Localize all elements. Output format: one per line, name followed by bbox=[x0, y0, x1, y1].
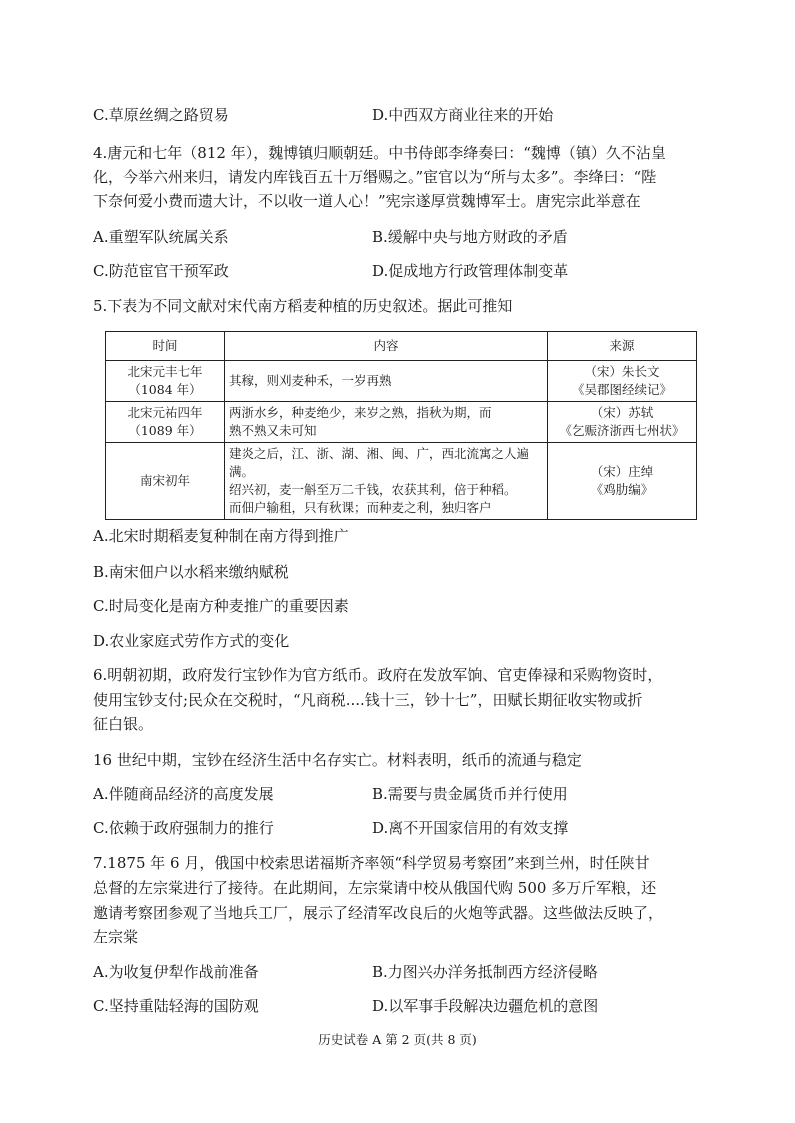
time-line: 北宋元祐四年 bbox=[127, 405, 203, 420]
table-header-row bbox=[106, 332, 697, 361]
content-line: 而佃户输租，只有秋课；而种麦之利，独归客户 bbox=[229, 500, 492, 515]
q7-stem-line-2: 总督的左宗棠进行了接待。在此期间，左宗棠请中校从俄国代购 500 多万斤军粮，还 bbox=[93, 879, 657, 897]
q5-option-a: A.北宋时期稻麦复种制在南方得到推广 bbox=[93, 527, 349, 545]
q5-option-d: D.农业家庭式劳作方式的变化 bbox=[93, 632, 290, 650]
content-line: 其稼，则刈麦种禾，一岁再熟 bbox=[229, 373, 392, 388]
q6-stem-line-2: 使用宝钞支付;民众在交税时，“凡商税....钱十三，钞十七”，田赋长期征收实物或折 bbox=[93, 691, 643, 709]
table-cell-time bbox=[106, 361, 225, 402]
q6-option-a: A.伴随商品经济的高度发展 bbox=[93, 785, 274, 803]
q4-option-a: A.重塑军队统属关系 bbox=[93, 228, 229, 246]
q5-option-c: C.时局变化是南方种麦推广的重要因素 bbox=[93, 597, 349, 615]
content-line: 两浙水乡，种麦绝少，来岁之熟，指秋为期，而 bbox=[229, 405, 492, 420]
table-cell-content bbox=[225, 402, 548, 443]
q4-option-d: D.促成地方行政管理体制变革 bbox=[372, 262, 569, 280]
content-line: 熟不熟又未可知 bbox=[229, 423, 317, 438]
source-title: 《乞赈济浙西七州状》 bbox=[559, 423, 685, 438]
q3-option-d: D.中西双方商业往来的开始 bbox=[372, 106, 554, 124]
table-cell-source bbox=[548, 443, 697, 520]
table-cell-time bbox=[106, 443, 225, 520]
time-line: 北宋元丰七年 bbox=[127, 364, 203, 379]
q5-stem: 5.下表为不同文献对宋代南方稻麦种植的历史叙述。据此可推知 bbox=[93, 297, 513, 315]
source-author: （宋）苏轼 bbox=[590, 405, 654, 420]
table-header-time: 时间 bbox=[106, 332, 225, 361]
table-cell-content bbox=[225, 361, 548, 402]
table-cell-content bbox=[225, 443, 548, 520]
q7-stem-line-3: 邀请考察团参观了当地兵工厂，展示了经清军改良后的火炮等武器。这些做法反映了， bbox=[93, 904, 664, 922]
q6-stem-line-4: 16 世纪中期，宝钞在经济生活中名存实亡。材料表明，纸币的流通与稳定 bbox=[93, 751, 582, 769]
q7-stem-line-1: 7.1875 年 6 月，俄国中校索思诺福斯齐率领“科学贸易考察团”来到兰州，时任陕甘 bbox=[93, 854, 650, 872]
table-row bbox=[106, 402, 697, 443]
table-cell-source bbox=[548, 361, 697, 402]
source-author: （宋）庄绰 bbox=[590, 464, 654, 479]
table-header-content: 内容 bbox=[225, 332, 548, 361]
table-cell-source bbox=[548, 402, 697, 443]
q3-option-c: C.草原丝绸之路贸易 bbox=[93, 106, 229, 124]
q6-stem-line-3: 征白银。 bbox=[93, 715, 154, 733]
q6-option-d: D.离不开国家信用的有效支撑 bbox=[372, 819, 569, 837]
q4-stem-line-2: 化，今举六州来归，请发内库钱百五十万缗赐之。”宦官以为“所与太多”。李绛曰：“陛 bbox=[93, 168, 657, 186]
table-cell-time bbox=[106, 402, 225, 443]
q5-source-table bbox=[105, 331, 697, 520]
q5-option-b: B.南宋佃户以水稻来缴纳赋税 bbox=[93, 563, 289, 581]
q7-option-d: D.以军事手段解决边疆危机的意图 bbox=[372, 997, 599, 1015]
source-author: （宋）朱长文 bbox=[584, 364, 660, 379]
q6-option-c: C.依赖于政府强制力的推行 bbox=[93, 819, 274, 837]
table-row bbox=[106, 361, 697, 402]
q7-option-a: A.为收复伊犁作战前准备 bbox=[93, 963, 259, 981]
source-title: 《鸡肋编》 bbox=[590, 482, 654, 497]
page-footer: 历史试卷 A 第 2 页(共 8 页) bbox=[318, 1032, 477, 1047]
q6-stem-line-1: 6.明朝初期，政府发行宝钞作为官方纸币。政府在发放军饷、官吏俸禄和采购物资时， bbox=[93, 666, 663, 684]
table-row bbox=[106, 443, 697, 520]
q7-option-b: B.力图兴办洋务抵制西方经济侵略 bbox=[372, 963, 598, 981]
q6-option-b: B.需要与贵金属货币并行使用 bbox=[372, 785, 568, 803]
q4-stem-line-1: 4.唐元和七年（812 年），魏博镇归顺朝廷。中书侍郎李绛奏曰：“魏博（镇）久不沾皇 bbox=[93, 144, 666, 162]
source-title: 《吴郡图经续记》 bbox=[571, 382, 672, 397]
q7-option-c: C.坚持重陆轻海的国防观 bbox=[93, 997, 259, 1015]
q4-stem-line-3: 下奈何爱小费而遗大计，不以收一道人心！”宪宗遂厚赏魏博军士。唐宪宗此举意在 bbox=[93, 192, 641, 210]
time-line: （1089 年） bbox=[128, 423, 202, 438]
q4-option-c: C.防范宦官干预军政 bbox=[93, 262, 229, 280]
q4-option-b: B.缓解中央与地方财政的矛盾 bbox=[372, 228, 568, 246]
table-header-source: 来源 bbox=[548, 332, 697, 361]
time-line: （1084 年） bbox=[128, 382, 202, 397]
time-line: 南宋初年 bbox=[139, 473, 190, 488]
content-line: 绍兴初，麦一斛至万二千钱，农获其利，倍于种稻。 bbox=[229, 482, 517, 497]
content-line: 建炎之后，江、浙、湖、湘、闽、广，西北流寓之人遍满。 bbox=[229, 446, 530, 479]
q7-stem-line-4: 左宗棠 bbox=[93, 928, 139, 946]
